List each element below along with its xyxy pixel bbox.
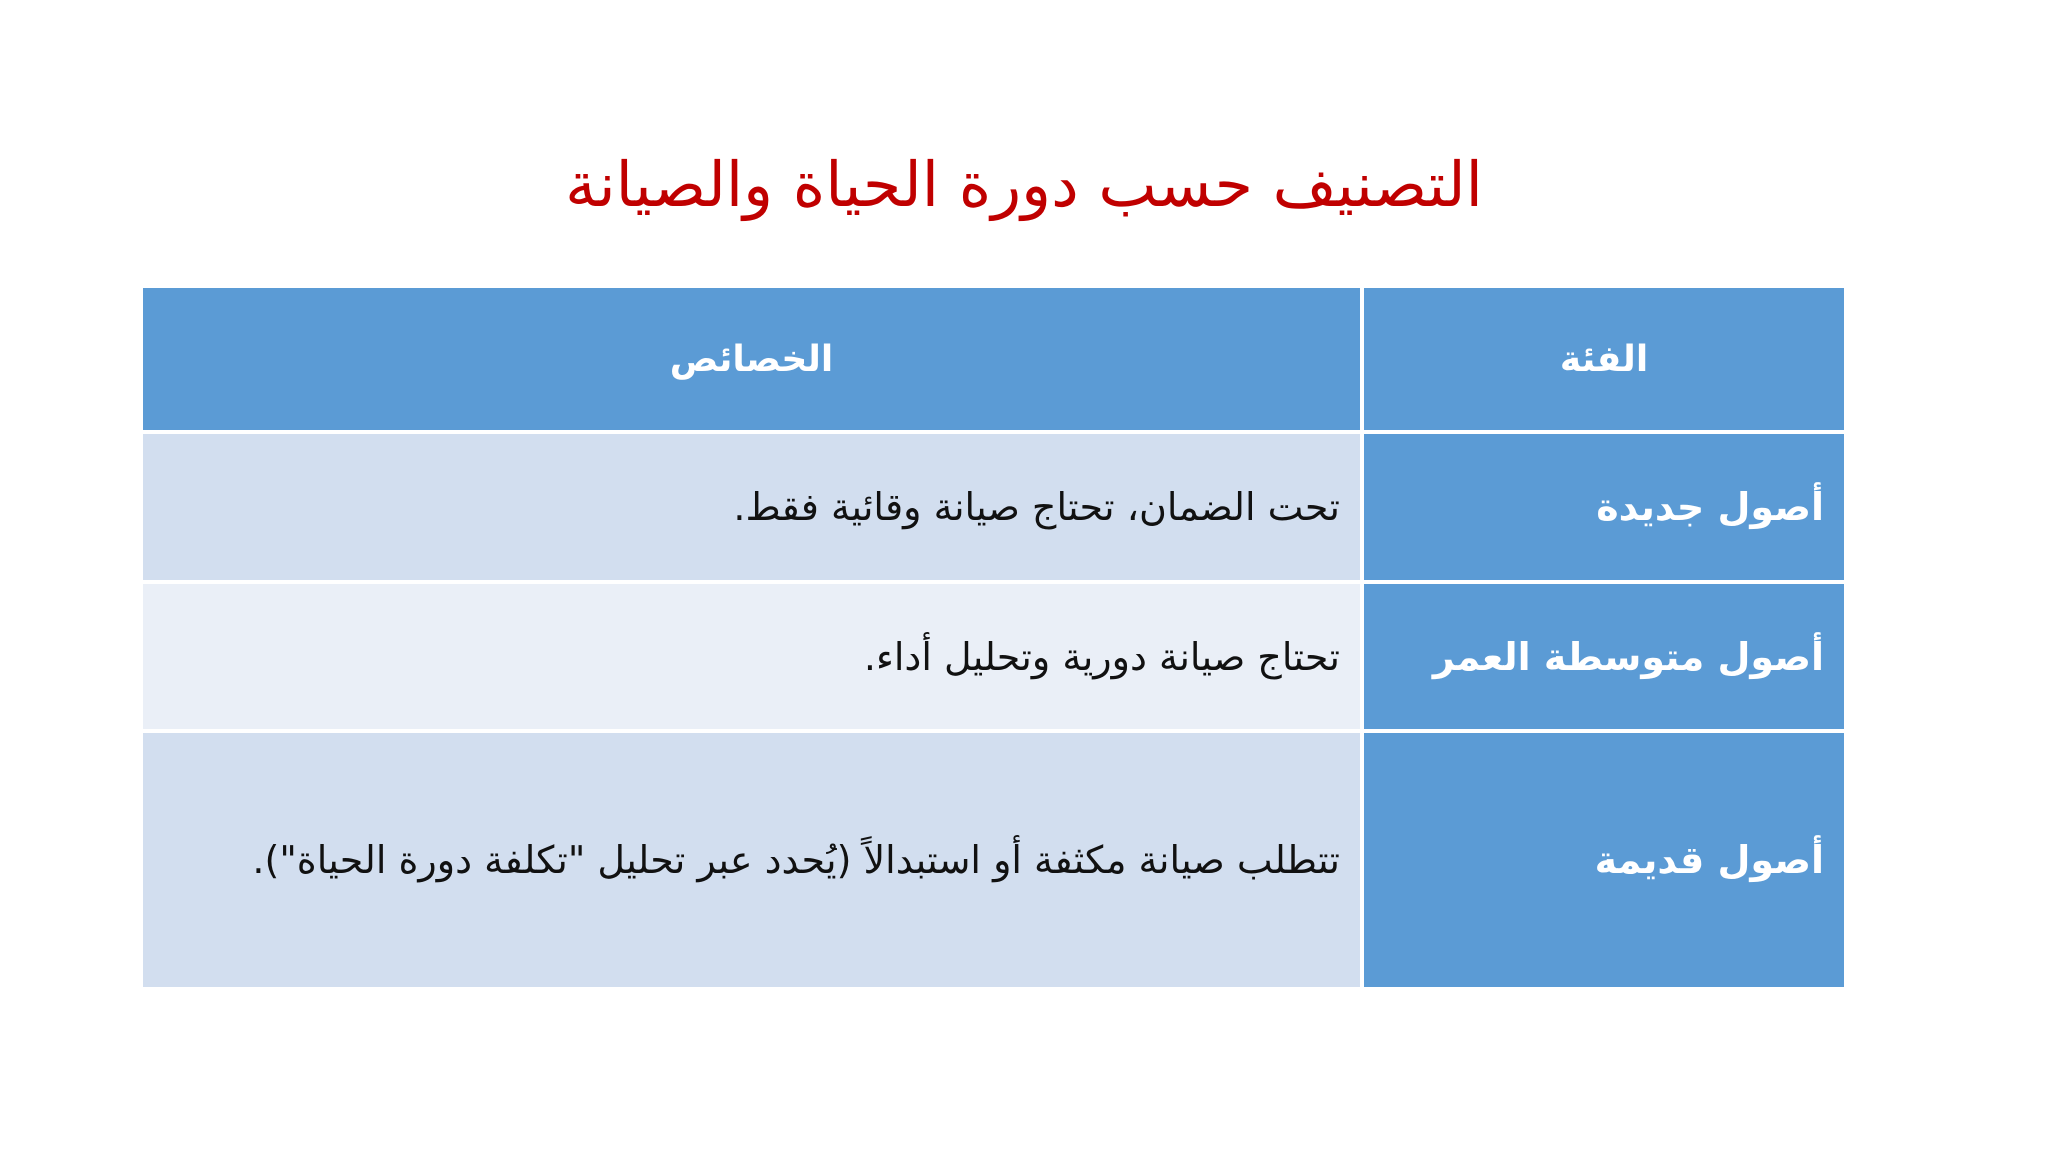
row-mid-life-assets-category: أصول متوسطة العمر (1364, 584, 1844, 729)
classification-table (143, 288, 1840, 979)
header-category: الفئة (1364, 288, 1844, 430)
row-old-assets-characteristics: تتطلب صيانة مكثفة أو استبدالاً (يُحدد عبر تحليل "تكلفة دورة الحياة"). (143, 733, 1360, 987)
row-old-assets-category: أصول قديمة (1364, 733, 1844, 987)
slide-title: التصنيف حسب دورة الحياة والصيانة (565, 148, 1483, 221)
row-new-assets-characteristics: تحت الضمان، تحتاج صيانة وقائية فقط. (143, 434, 1360, 580)
row-new-assets-category: أصول جديدة (1364, 434, 1844, 580)
header-characteristics: الخصائص (143, 288, 1360, 430)
row-mid-life-assets-characteristics: تحتاج صيانة دورية وتحليل أداء. (143, 584, 1360, 729)
